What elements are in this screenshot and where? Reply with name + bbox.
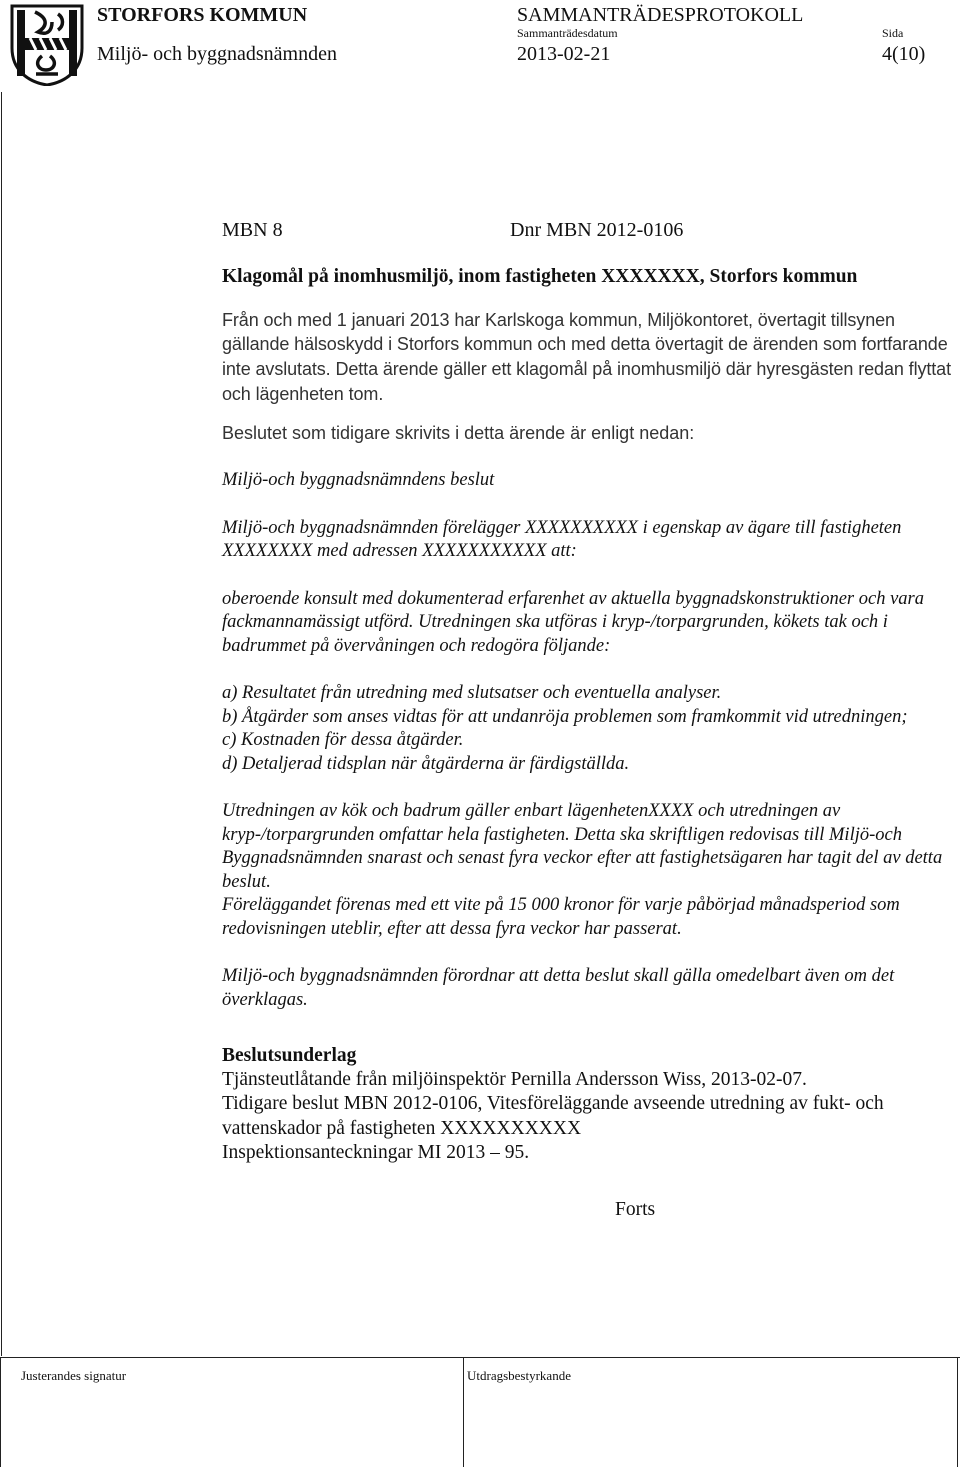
storfors-coat-of-arms-icon bbox=[8, 4, 86, 86]
registration-number: Dnr MBN 2012-0106 bbox=[510, 219, 684, 241]
penalty-clause: Föreläggandet förenas med ett vite på 15 000 kronor för varje påbörjad månadsperiod som redovisningen uteblir, efter att dessa fyra veckor har passerat. bbox=[222, 895, 900, 939]
organization-name: STORFORS KOMMUN bbox=[97, 4, 308, 26]
basis-line: Tidigare beslut MBN 2012-0106, Vitesföreläggande avseende utredning av fukt- och vattenskador på fastigheten XXXXXXXXXX bbox=[222, 1093, 884, 1139]
section-number: MBN 8 bbox=[222, 219, 283, 241]
list-item: d) Detaljerad tidsplan när åtgärderna är färdigställda. bbox=[222, 753, 630, 774]
matter-reference bbox=[222, 219, 957, 244]
matter-title: Klagomål på inomhusmiljö, inom fastigheten XXXXXXX, Storfors kommun bbox=[222, 266, 858, 287]
document-type: SAMMANTRÄDESPROTOKOLL bbox=[517, 4, 804, 26]
requirement-list bbox=[222, 682, 957, 776]
list-item: b) Åtgärder som anses vidtas för att undanröja problemen som framkommit vid utredningen; bbox=[222, 706, 908, 727]
board-name: Miljö- och byggnadsnämnden bbox=[97, 43, 337, 65]
certification-label: Utdragsbestyrkande bbox=[467, 1368, 571, 1383]
signature-label: Justerandes signatur bbox=[21, 1368, 127, 1383]
footer-divider bbox=[0, 1357, 1, 1467]
page-number: 4(10) bbox=[882, 43, 926, 65]
page-label: Sida bbox=[882, 26, 904, 40]
protocol-body bbox=[222, 219, 957, 1221]
footer-rule bbox=[0, 1357, 960, 1358]
footer-divider bbox=[957, 1357, 958, 1467]
intro-paragraph: Från och med 1 januari 2013 har Karlskoga kommun, Miljökontoret, övertagit tillsynen gällande hälsoskydd i Storfors kommun och med detta övertagit de ärenden som fortfarande inte avslutats. Detta ärende gäller ett klagomål på inomhusmiljö där hyresgästen redan flyttat och lägenheten tom. bbox=[222, 309, 951, 404]
previous-decision-intro: Beslutet som tidigare skrivits i detta ärende är enligt nedan: bbox=[222, 423, 695, 444]
decision-order: Miljö-och byggnadsnämnden förelägger XXXXXXXXXX i egenskap av ägare till fastigheten XXXXXXXX med adressen XXXXXXXXXXX att: bbox=[222, 517, 902, 562]
meeting-date: 2013-02-21 bbox=[517, 43, 611, 65]
basis-heading: Beslutsunderlag bbox=[222, 1045, 357, 1067]
list-item: a) Resultatet från utredning med slutsatser och eventuella analyser. bbox=[222, 683, 722, 704]
basis-line: Tjänsteutlåtande från miljöinspektör Pernilla Andersson Wiss, 2013-02-07. bbox=[222, 1068, 807, 1090]
decision-heading: Miljö-och byggnadsnämndens beslut bbox=[222, 470, 495, 491]
meeting-date-label: Sammanträdesdatum bbox=[517, 26, 618, 40]
basis-line: Inspektionsanteckningar MI 2013 – 95. bbox=[222, 1142, 530, 1164]
immediate-effect-clause: Miljö-och byggnadsnämnden förordnar att detta beslut skall gälla omedelbart även om det överklagas. bbox=[222, 966, 895, 1010]
consultant-requirement: oberoende konsult med dokumenterad erfarenhet av aktuella byggnadskonstruktioner och vara fackmannamässigt utförd. Utredningen ska utföras i kryp-/torpargrunden, kökets tak och i badrummet på övervåningen och redogöra följande: bbox=[222, 588, 924, 656]
footer-divider bbox=[463, 1357, 464, 1467]
left-margin-rule bbox=[1, 92, 2, 1356]
continued-label: Forts bbox=[615, 1198, 656, 1220]
list-item: c) Kostnaden för dessa åtgärder. bbox=[222, 730, 464, 751]
investigation-scope: Utredningen av kök och badrum gäller enbart lägenhetenXXXX och utredningen av kryp-/torpargrunden omfattar hela fastigheten. Detta ska skriftligen redovisas till Miljö-och Byggnadsnämnden snarast och senast fyra veckor efter att fastighetsägaren har tagit del av detta beslut. bbox=[222, 801, 943, 892]
